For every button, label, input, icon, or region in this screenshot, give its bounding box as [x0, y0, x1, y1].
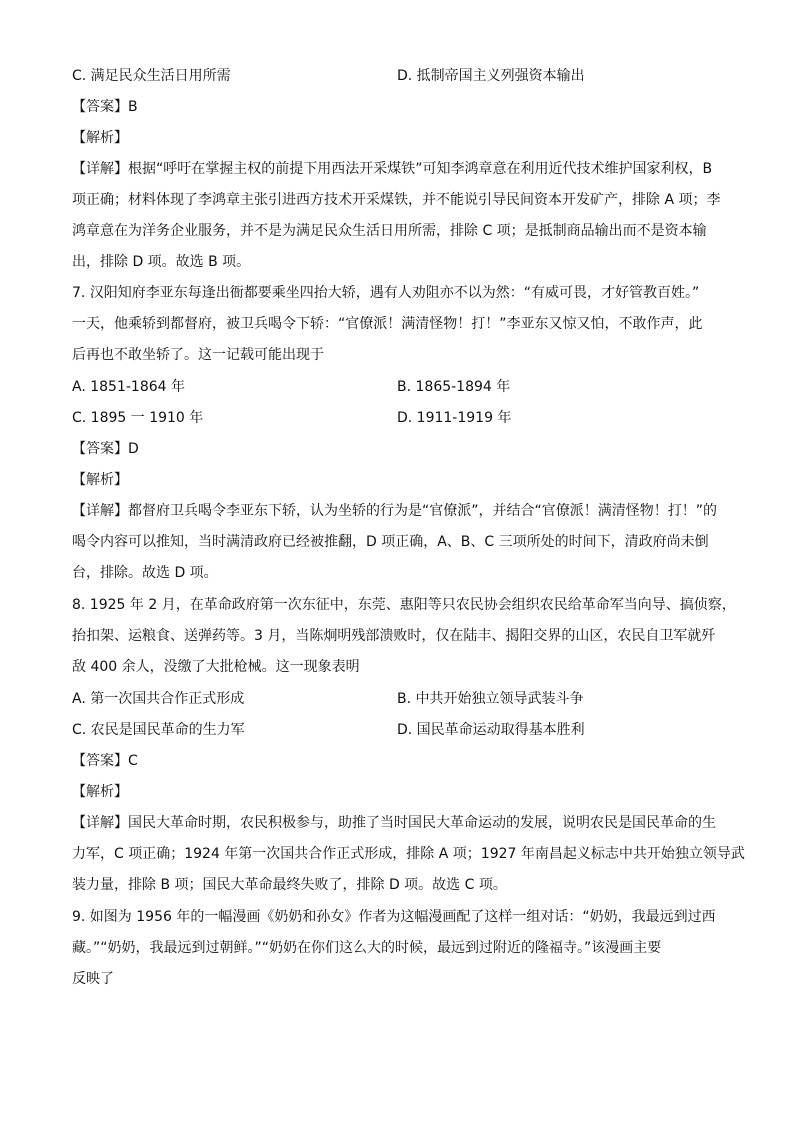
q7-stem-line: 7. 汉阳知府李亚东每逢出衙都要乘坐四抬大轿，遇有人劝阻亦不以为然：“有威可畏，才好管教百姓。”	[72, 285, 700, 301]
q7-stem-line: 后再也不敢坐轿了。这一记载可能出现于	[72, 347, 324, 363]
q8-option-a: A. 第一次国共合作正式形成	[72, 691, 245, 707]
q6-detail-line: 鸿章意在为洋务企业服务，并不是为满足民众生活日用所需，排除 C 项；是抵制商品输出而不是资本输	[72, 223, 707, 239]
q8-detail-line: 装力量，排除 B 项；国民大革命最终失败了，排除 D 项。故选 C 项。	[72, 877, 507, 893]
q8-detail	[72, 813, 745, 906]
q8-stem-line: 8. 1925 年 2 月，在革命政府第一次东征中，东莞、惠阳等只农民协会组织农民给革命军当向导、搞侦察，	[72, 597, 736, 613]
q6-detail-line: 出，排除 D 项。故选 B 项。	[72, 254, 251, 270]
q8-answer: 【答案】C	[72, 753, 138, 769]
q8-stem-line: 抬扣架、运粮食、送弹药等。3 月，当陈炯明残部溃败时，仅在陆丰、揭阳交界的山区，农民自卫军就歼	[72, 628, 716, 644]
q8-detail-line: 【详解】国民大革命时期，农民积极参与，助推了当时国民大革命运动的发展，说明农民是国民革命的生	[72, 815, 716, 831]
q8-detail-line: 力军，C 项正确；1924 年第一次国共合作正式形成，排除 A 项；1927 年南昌起义标志中共开始独立领导武	[72, 846, 745, 862]
q8-option-d: D. 国民革命运动取得基本胜利	[397, 722, 585, 738]
q9-stem-line: 藏。”“奶奶，我最远到过朝鲜。”“奶奶在你们这么大的时候，最远到过附近的隆福寺。”该漫画主要	[72, 940, 662, 956]
q9-stem-line: 9. 如图为 1956 年的一幅漫画《奶奶和孙女》作者为这幅漫画配了这样一组对话：“奶奶，我最远到过西	[72, 909, 716, 925]
q6-answer: 【答案】B	[72, 99, 138, 115]
q7-detail-line: 【详解】都督府卫兵喝令李亚东下轿，认为坐轿的行为是“官僚派”，并结合“官僚派！满清怪物！打！”的	[72, 503, 718, 519]
q8-option-c: C. 农民是国民革命的生力军	[72, 722, 245, 738]
q6-detail-line: 项正确；材料体现了李鸿章主张引进西方技术开采煤铁，并不能说引导民间资本开发矿产，排除 A 项；李	[72, 192, 721, 208]
q7-stem-line: 一天，他乘轿到都督府，被卫兵喝令下轿：“官僚派！满清怪物！打！”李亚东又惊又怕，不敢作声，此	[72, 316, 703, 332]
q9-stem	[72, 907, 724, 1000]
q6-detail	[72, 159, 724, 283]
q7-option-c: C. 1895 一 1910 年	[72, 410, 204, 426]
q7-detail-line: 台，排除。故选 D 项。	[72, 565, 218, 581]
q7-detail-line: 喝令内容可以推知，当时满清政府已经被推翻，D 项正确，A、B、C 三项所处的时间下，清政府尚未倒	[72, 534, 709, 550]
q8-option-b: B. 中共开始独立领导武装斗争	[397, 691, 584, 707]
q7-option-a: A. 1851-1864 年	[72, 379, 185, 395]
q6-option-c: C. 满足民众生活日用所需	[72, 68, 231, 84]
q7-analysis-heading: 【解析】	[72, 472, 128, 488]
q7-option-b: B. 1865-1894 年	[397, 379, 511, 395]
q7-stem	[72, 283, 724, 376]
q6-option-d: D. 抵制帝国主义列强资本输出	[397, 68, 585, 84]
q7-detail	[72, 501, 724, 594]
q7-answer: 【答案】D	[72, 441, 139, 457]
q6-analysis-heading: 【解析】	[72, 130, 128, 146]
q8-analysis-heading: 【解析】	[72, 784, 128, 800]
q9-stem-line: 反映了	[72, 971, 114, 987]
q6-detail-line: 【详解】根据“呼吁在掌握主权的前提下用西法开采煤铁”可知李鸿章意在利用近代技术维护国家利权，B	[72, 161, 713, 177]
q7-option-d: D. 1911-1919 年	[397, 410, 512, 426]
q8-stem	[72, 595, 736, 688]
q8-stem-line: 敌 400 余人，没缴了大批枪械。这一现象表明	[72, 659, 360, 675]
